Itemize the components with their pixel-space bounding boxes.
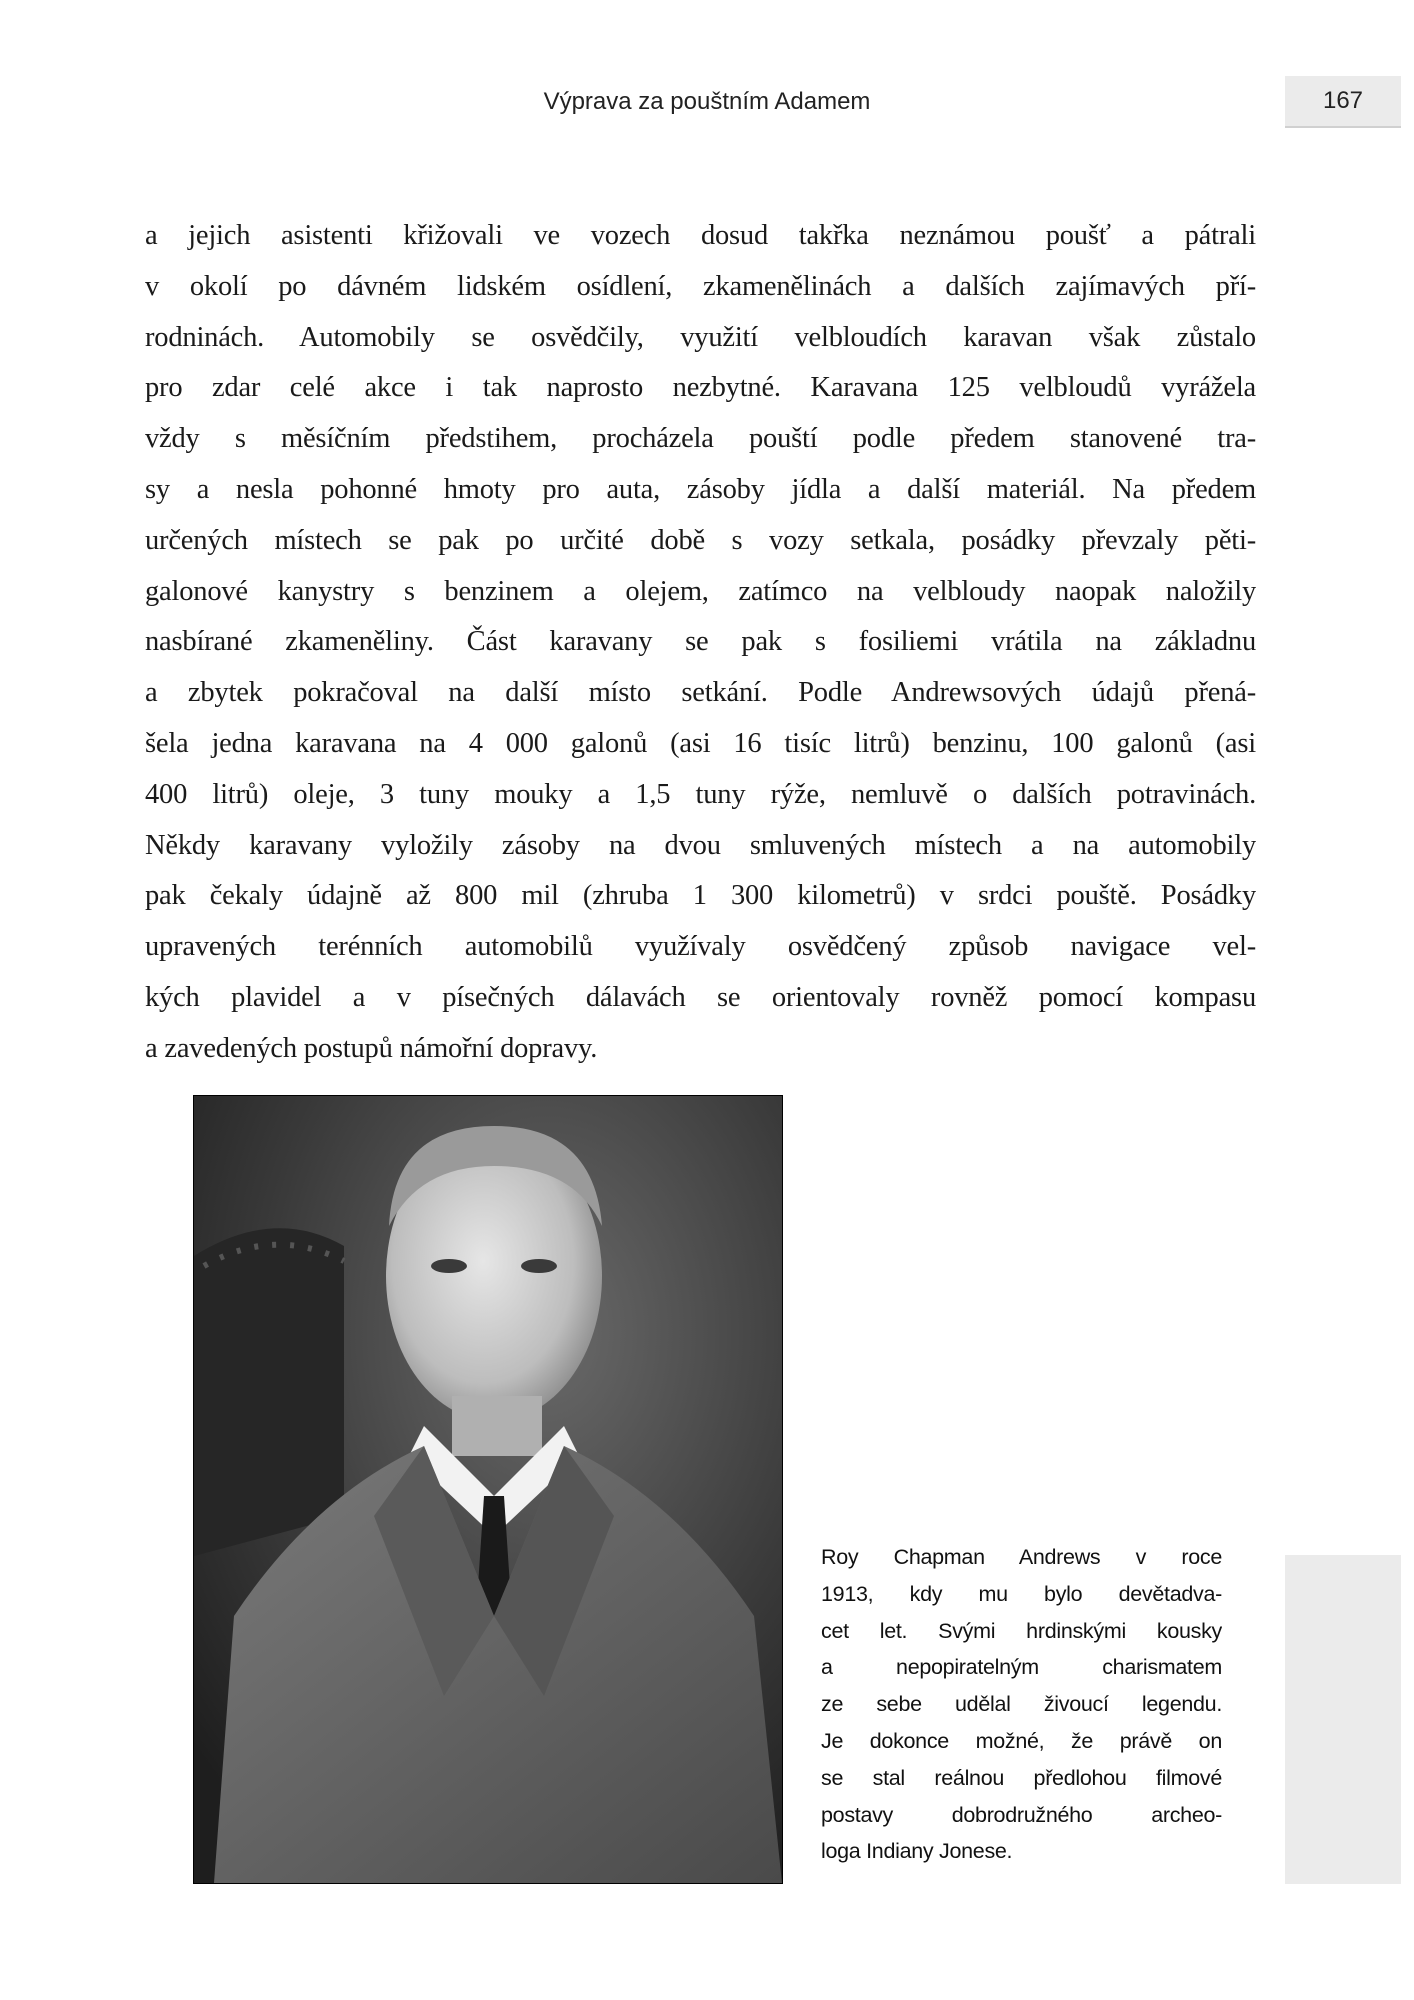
caption-line: se stal reálnou předlohou filmové: [821, 1765, 1222, 1790]
text-line: v okolí po dávném lidském osídlení, zkamenělinách a dalších zajímavých pří-: [145, 270, 1256, 302]
page-number-box: [1285, 76, 1401, 128]
running-header-title: Výprava za pouštním Adamem: [543, 88, 871, 115]
text-line: Někdy karavany vyložily zásoby na dvou smluvených místech a na automobily: [145, 829, 1256, 861]
text-line: sy a nesla pohonné hmoty pro auta, zásoby jídla a další materiál. Na předem: [145, 473, 1256, 505]
page-number: 167: [1322, 87, 1364, 114]
caption-line: ze sebe udělal živoucí legendu.: [821, 1692, 1222, 1717]
text-line: galonové kanystry s benzinem a olejem, zatímco na velbloudy naopak naložily: [145, 575, 1256, 607]
text-line: kých plavidel a v písečných dálavách se orientovaly rovněž pomocí kompasu: [145, 981, 1256, 1013]
text-line: určených místech se pak po určité době s vozy setkala, posádky převzaly pěti-: [145, 524, 1256, 556]
text-line: a zbytek pokračoval na další místo setkání. Podle Andrewsových údajů přená-: [145, 677, 1256, 709]
portrait-photo: [193, 1095, 783, 1884]
text-line: rodninách. Automobily se osvědčily, využití velbloudích karavan však zůstalo: [145, 321, 1256, 353]
caption-line: a nepopiratelným charismatem: [821, 1655, 1222, 1680]
text-line: vždy s měsíčním předstihem, procházela pouští podle předem stanovené tra-: [145, 423, 1256, 455]
caption-line: postavy dobrodružného archeo-: [821, 1802, 1222, 1827]
text-line: pak čekaly údajně až 800 mil (zhruba 1 300 kilometrů) v srdci pouště. Posádky: [145, 880, 1256, 912]
body-paragraph: [145, 211, 1256, 1075]
caption-line: cet let. Svými hrdinskými kousky: [821, 1618, 1222, 1643]
text-line: a zavedených postupů námořní dopravy.: [145, 1032, 598, 1064]
text-line: pro zdar celé akce i tak naprosto nezbytné. Karavana 125 velbloudů vyrážela: [145, 372, 1256, 404]
text-line: šela jedna karavana na 4 000 galonů (asi 16 tisíc litrů) benzinu, 100 galonů (asi: [145, 727, 1256, 759]
margin-tab: [1285, 1555, 1401, 1884]
text-line: upravených terénních automobilů využívaly osvědčený způsob navigace vel-: [145, 931, 1256, 963]
caption-line: 1913, kdy mu bylo devětadva-: [821, 1581, 1222, 1606]
caption-line: Je dokonce možné, že právě on: [821, 1728, 1222, 1753]
text-line: a jejich asistenti křižovali ve vozech dosud takřka neznámou poušť a pátrali: [145, 220, 1256, 251]
portrait-illustration: [194, 1096, 782, 1883]
caption-line: Roy Chapman Andrews v roce: [821, 1545, 1222, 1569]
text-line: nasbírané zkameněliny. Část karavany se pak s fosiliemi vrátila na základnu: [145, 626, 1256, 658]
caption-line: loga Indiany Jonese.: [821, 1839, 1013, 1864]
text-line: 400 litrů) oleje, 3 tuny mouky a 1,5 tuny rýže, nemluvě o dalších potravinách.: [145, 778, 1256, 810]
photo-caption: [821, 1539, 1222, 1870]
